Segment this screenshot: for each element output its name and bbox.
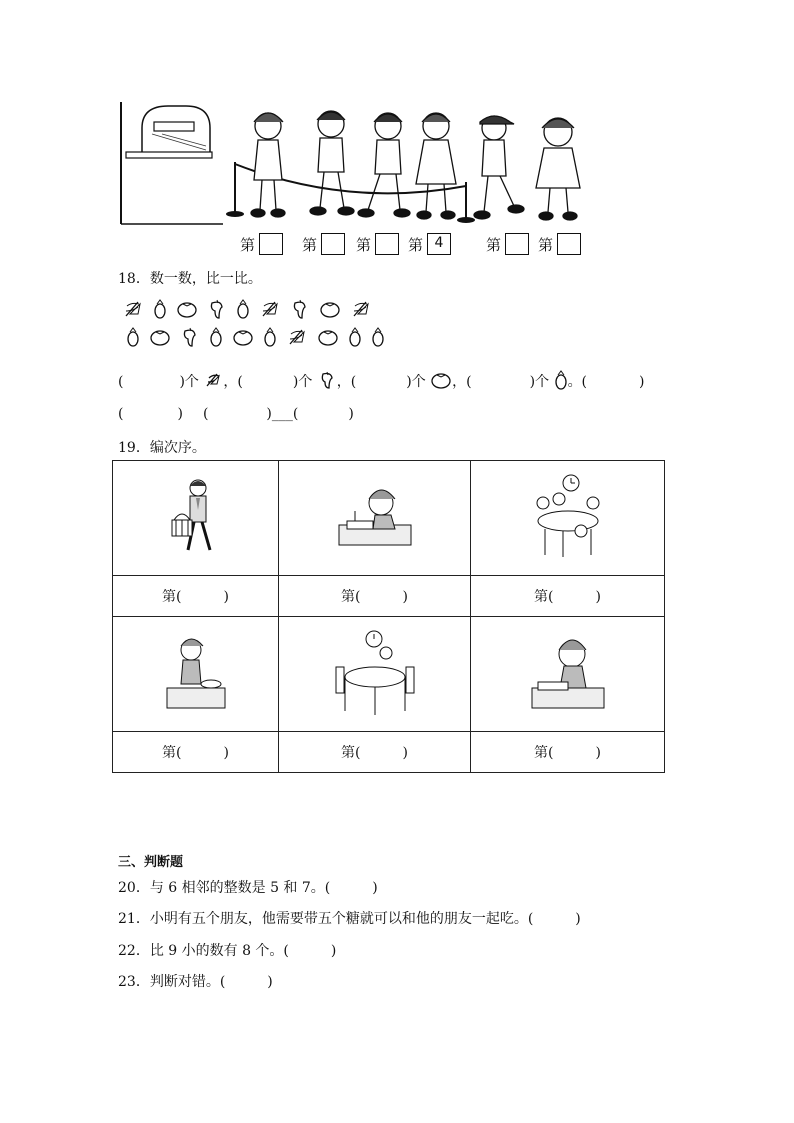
- order-cell-2[interactable]: 第( ): [279, 576, 471, 617]
- ordinal-label-2: 第: [302, 236, 318, 254]
- pepper-icon: [207, 298, 227, 324]
- eggplant-icon: [263, 326, 277, 352]
- picture-cell-4: [113, 617, 279, 732]
- empty-dining-table-picture: [330, 627, 420, 717]
- answer-box-3[interactable]: [375, 233, 399, 255]
- question-20: 20．与 6 相邻的整数是 5 和 7。( ): [118, 880, 378, 896]
- corn-icon: [122, 298, 144, 324]
- ordinal-label-1: 第: [240, 236, 256, 254]
- corn-icon: [286, 326, 308, 352]
- boy-washing-face-picture: [335, 481, 415, 551]
- question-22: 22．比 9 小的数有 8 个。( ): [118, 943, 337, 959]
- order-cell-3[interactable]: 第( ): [471, 576, 665, 617]
- corn-icon: [350, 298, 372, 324]
- pepper-icon: [317, 370, 337, 394]
- answer-box-1[interactable]: [259, 233, 283, 255]
- order-cell-1[interactable]: 第( ): [113, 576, 279, 617]
- ordinal-label-6: 第: [538, 236, 554, 254]
- eggplant-icon: [126, 326, 140, 352]
- family-dinner-table-picture: [523, 471, 613, 561]
- ordinal-label-5: 第: [486, 236, 502, 254]
- ordinal-label-4: 第: [408, 236, 424, 254]
- answer-box-5[interactable]: [505, 233, 529, 255]
- eggplant-icon: [153, 298, 167, 324]
- corn-icon: [259, 298, 281, 324]
- order-cell-6[interactable]: 第( ): [471, 732, 665, 773]
- picture-cell-2: [279, 461, 471, 576]
- question-23: 23．判断对错。( ): [118, 974, 273, 990]
- picture-cell-3: [471, 461, 665, 576]
- vegetable-row-2: [126, 326, 416, 350]
- tomato-icon: [317, 326, 339, 352]
- answer-box-4[interactable]: 4: [427, 233, 451, 255]
- picture-cell-6: [471, 617, 665, 732]
- boy-cooking-picture: [161, 632, 231, 712]
- boy-washing-dishes-picture: [528, 632, 608, 712]
- picture-cell-5: [279, 617, 471, 732]
- queue-illustration: [118, 100, 598, 230]
- order-cell-4[interactable]: 第( ): [113, 732, 279, 773]
- corn-icon: [203, 370, 223, 394]
- pepper-icon: [180, 326, 200, 352]
- q18-answer-line-2: ( ) ( )___( ): [118, 406, 354, 422]
- eggplant-icon: [236, 298, 250, 324]
- picture-cell-1: [113, 461, 279, 576]
- pepper-icon: [290, 298, 310, 324]
- children-queue-drawing: [118, 100, 598, 230]
- order-cell-5[interactable]: 第( ): [279, 732, 471, 773]
- tomato-icon: [176, 298, 198, 324]
- question-21: 21．小明有五个朋友，他需要带五个糖就可以和他的朋友一起吃。( ): [118, 911, 581, 927]
- section-3-heading: 三、判断题: [118, 855, 184, 870]
- vegetable-row-1: [122, 298, 402, 322]
- tomato-icon: [149, 326, 171, 352]
- eggplant-icon: [348, 326, 362, 352]
- boy-carrying-basket-picture: [166, 476, 226, 556]
- sequence-table: [112, 460, 665, 773]
- eggplant-icon: [371, 326, 385, 352]
- answer-box-2[interactable]: [321, 233, 345, 255]
- tomato-icon: [232, 326, 254, 352]
- answer-box-6[interactable]: [557, 233, 581, 255]
- question-18-title: 18．数一数，比一比。: [118, 271, 262, 287]
- eggplant-icon: [209, 326, 223, 352]
- q18-answer-line-1: ( )个 ，( )个 ，( )个 ，( )个 。( ): [118, 369, 645, 395]
- tomato-icon: [319, 298, 341, 324]
- question-19-title: 19．编次序。: [118, 440, 206, 456]
- tomato-icon: [430, 370, 452, 394]
- eggplant-icon: [554, 369, 568, 395]
- ordinal-label-3: 第: [356, 236, 372, 254]
